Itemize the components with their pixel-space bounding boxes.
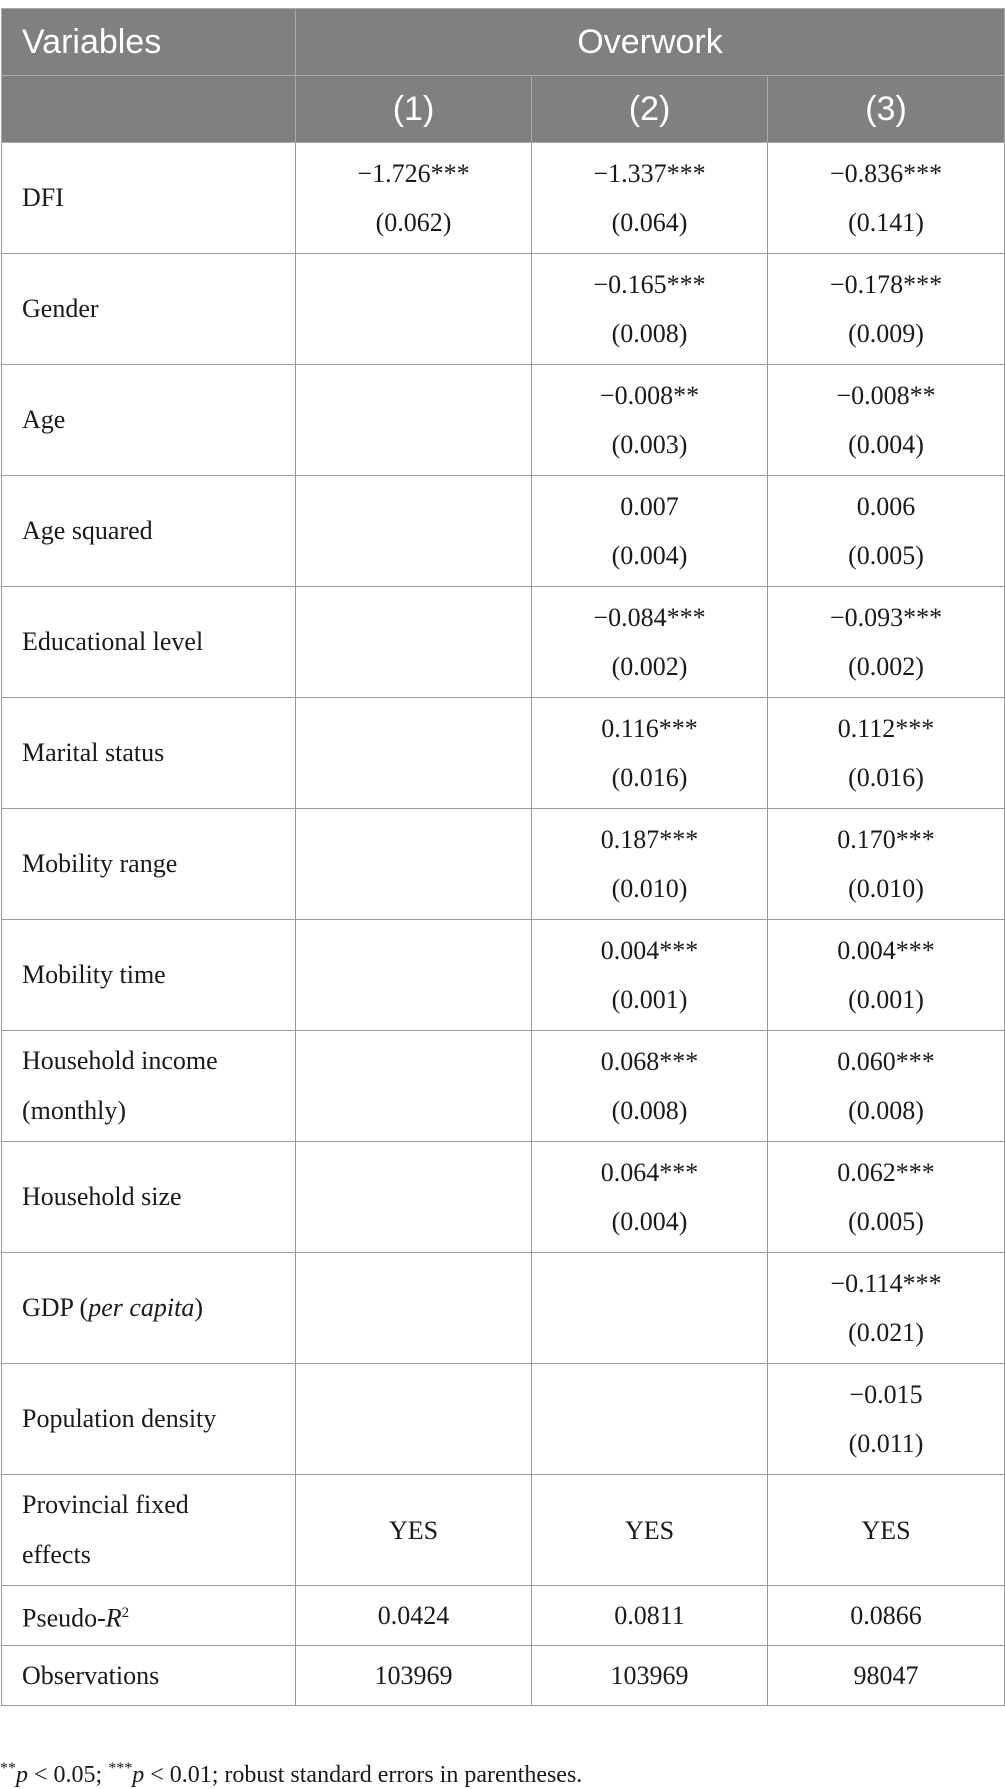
coefficient: −0.093*** bbox=[829, 603, 943, 632]
table-row bbox=[2, 476, 1005, 587]
coefficient: 98047 bbox=[853, 1661, 919, 1690]
standard-error: (0.141) bbox=[848, 208, 924, 237]
variable-label: Household income (monthly) bbox=[2, 1031, 296, 1142]
value-cell-col-2 bbox=[532, 1364, 768, 1475]
value-cell-col-2 bbox=[532, 1586, 768, 1646]
value-cell-col-2 bbox=[532, 920, 768, 1031]
standard-error: (0.002) bbox=[848, 652, 924, 681]
value-cell-col-2 bbox=[532, 698, 768, 809]
coefficient: 0.0866 bbox=[850, 1601, 922, 1630]
variable-label: Age bbox=[2, 365, 296, 476]
variable-label: Mobility range bbox=[2, 809, 296, 920]
table-row bbox=[2, 143, 1005, 254]
table-row bbox=[2, 1031, 1005, 1142]
coefficient: 0.062*** bbox=[837, 1158, 935, 1187]
value-cell-col-2 bbox=[532, 1253, 768, 1364]
value-cell-col-1 bbox=[296, 1031, 532, 1142]
coefficient: 0.060*** bbox=[837, 1047, 935, 1076]
value-cell-col-3 bbox=[768, 698, 1005, 809]
variable-label: Educational level bbox=[2, 587, 296, 698]
coefficient: −0.114*** bbox=[830, 1269, 942, 1298]
variable-label: GDP (per capita) bbox=[2, 1253, 296, 1364]
variable-label: Mobility time bbox=[2, 920, 296, 1031]
coefficient: 0.006 bbox=[856, 492, 916, 521]
value-cell-col-3 bbox=[768, 365, 1005, 476]
blank-header-cell bbox=[2, 76, 296, 143]
value-cell-col-3 bbox=[768, 143, 1005, 254]
standard-error: (0.004) bbox=[611, 541, 688, 570]
value-cell-col-3 bbox=[768, 1253, 1005, 1364]
standard-error: (0.011) bbox=[848, 1429, 924, 1458]
coefficient: 0.116*** bbox=[601, 714, 698, 743]
variable-label: Household size bbox=[2, 1142, 296, 1253]
value-cell-col-3 bbox=[768, 476, 1005, 587]
value-cell-col-1 bbox=[296, 809, 532, 920]
coefficient: −1.726*** bbox=[357, 159, 470, 188]
table-row bbox=[2, 254, 1005, 365]
value-cell-col-3 bbox=[768, 1142, 1005, 1253]
standard-error: (0.005) bbox=[848, 541, 924, 570]
standard-error: (0.010) bbox=[848, 874, 924, 903]
table-row bbox=[2, 920, 1005, 1031]
value-cell-col-2 bbox=[532, 254, 768, 365]
standard-error: (0.004) bbox=[611, 1207, 688, 1236]
value-cell-col-2 bbox=[532, 1142, 768, 1253]
coefficient: 103969 bbox=[374, 1661, 453, 1690]
coefficient: −0.008** bbox=[599, 381, 700, 410]
value-cell-col-2 bbox=[532, 1646, 768, 1706]
value-cell-col-1 bbox=[296, 1475, 532, 1586]
value-cell-col-1 bbox=[296, 1253, 532, 1364]
standard-error: (0.001) bbox=[611, 985, 688, 1014]
table-row bbox=[2, 1364, 1005, 1475]
coefficient: 0.004*** bbox=[837, 936, 935, 965]
value-cell-col-2 bbox=[532, 1031, 768, 1142]
coefficient: 0.187*** bbox=[600, 825, 699, 854]
variable-label: Population density bbox=[2, 1364, 296, 1475]
value-cell-col-1 bbox=[296, 1142, 532, 1253]
value-cell-col-3 bbox=[768, 1475, 1005, 1586]
coefficient: 0.170*** bbox=[837, 825, 935, 854]
value-cell-col-1 bbox=[296, 254, 532, 365]
coefficient: YES bbox=[861, 1515, 911, 1545]
standard-error: (0.021) bbox=[848, 1318, 924, 1347]
table-row bbox=[2, 1475, 1005, 1586]
coefficient: 0.004*** bbox=[600, 936, 699, 965]
table-footnote: **p < 0.05; ***p < 0.01; robust standard errors in parentheses. bbox=[0, 1760, 583, 1788]
table-row bbox=[2, 1253, 1005, 1364]
overwork-header: Overwork bbox=[296, 9, 1005, 76]
value-cell-col-3 bbox=[768, 920, 1005, 1031]
standard-error: (0.016) bbox=[848, 763, 924, 792]
value-cell-col-2 bbox=[532, 143, 768, 254]
regression-table bbox=[1, 8, 1005, 1706]
standard-error: (0.002) bbox=[611, 652, 688, 681]
column-header-3: (3) bbox=[768, 76, 1005, 143]
value-cell-col-2 bbox=[532, 587, 768, 698]
standard-error: (0.016) bbox=[611, 763, 688, 792]
value-cell-col-3 bbox=[768, 1646, 1005, 1706]
value-cell-col-2 bbox=[532, 809, 768, 920]
standard-error: (0.062) bbox=[375, 208, 452, 237]
coefficient: −0.015 bbox=[849, 1380, 923, 1409]
column-header-2: (2) bbox=[532, 76, 768, 143]
value-cell-col-2 bbox=[532, 1475, 768, 1586]
table-row bbox=[2, 1586, 1005, 1646]
value-cell-col-3 bbox=[768, 1586, 1005, 1646]
standard-error: (0.009) bbox=[848, 319, 924, 348]
coefficient: 0.007 bbox=[620, 492, 679, 521]
variable-label: Provincial fixed effects bbox=[2, 1475, 296, 1586]
column-header-1: (1) bbox=[296, 76, 532, 143]
value-cell-col-1 bbox=[296, 698, 532, 809]
coefficient: −0.178*** bbox=[829, 270, 943, 299]
variable-label: Observations bbox=[2, 1646, 296, 1706]
value-cell-col-1 bbox=[296, 1364, 532, 1475]
value-cell-col-1 bbox=[296, 143, 532, 254]
value-cell-col-3 bbox=[768, 254, 1005, 365]
value-cell-col-1 bbox=[296, 920, 532, 1031]
value-cell-col-2 bbox=[532, 365, 768, 476]
table-row bbox=[2, 809, 1005, 920]
table-body bbox=[2, 143, 1005, 1706]
variable-label: Age squared bbox=[2, 476, 296, 587]
coefficient: 103969 bbox=[610, 1661, 689, 1690]
variable-label: Pseudo-$R^2$ bbox=[2, 1586, 296, 1646]
table-row bbox=[2, 1646, 1005, 1706]
standard-error: (0.005) bbox=[848, 1207, 924, 1236]
value-cell-col-1 bbox=[296, 365, 532, 476]
value-cell-col-3 bbox=[768, 809, 1005, 920]
coefficient: −0.084*** bbox=[593, 603, 706, 632]
coefficient: YES bbox=[388, 1515, 439, 1545]
coefficient: 0.0424 bbox=[377, 1601, 450, 1630]
standard-error: (0.008) bbox=[611, 1096, 688, 1125]
standard-error: (0.004) bbox=[848, 430, 924, 459]
variable-label: DFI bbox=[2, 143, 296, 254]
coefficient: 0.064*** bbox=[600, 1158, 699, 1187]
standard-error: (0.010) bbox=[611, 874, 688, 903]
value-cell-col-3 bbox=[768, 1364, 1005, 1475]
value-cell-col-1 bbox=[296, 476, 532, 587]
value-cell-col-3 bbox=[768, 587, 1005, 698]
table-row bbox=[2, 365, 1005, 476]
coefficient: −0.008** bbox=[836, 381, 936, 410]
standard-error: (0.001) bbox=[848, 985, 924, 1014]
variables-header: Variables bbox=[2, 9, 296, 76]
table-row bbox=[2, 698, 1005, 809]
coefficient: 0.068*** bbox=[600, 1047, 699, 1076]
coefficient: −0.165*** bbox=[593, 270, 706, 299]
coefficient: YES bbox=[624, 1515, 675, 1545]
value-cell-col-3 bbox=[768, 1031, 1005, 1142]
value-cell-col-1 bbox=[296, 587, 532, 698]
coefficient: 0.112*** bbox=[837, 714, 935, 743]
value-cell-col-2 bbox=[532, 476, 768, 587]
standard-error: (0.003) bbox=[611, 430, 688, 459]
standard-error: (0.008) bbox=[611, 319, 688, 348]
standard-error: (0.008) bbox=[848, 1096, 924, 1125]
coefficient: −1.337*** bbox=[593, 159, 706, 188]
table-row bbox=[2, 1142, 1005, 1253]
coefficient: −0.836*** bbox=[829, 159, 943, 188]
coefficient: 0.0811 bbox=[614, 1601, 685, 1630]
table-row bbox=[2, 587, 1005, 698]
value-cell-col-1 bbox=[296, 1586, 532, 1646]
variable-label: Gender bbox=[2, 254, 296, 365]
variable-label: Marital status bbox=[2, 698, 296, 809]
value-cell-col-1 bbox=[296, 1646, 532, 1706]
standard-error: (0.064) bbox=[611, 208, 688, 237]
